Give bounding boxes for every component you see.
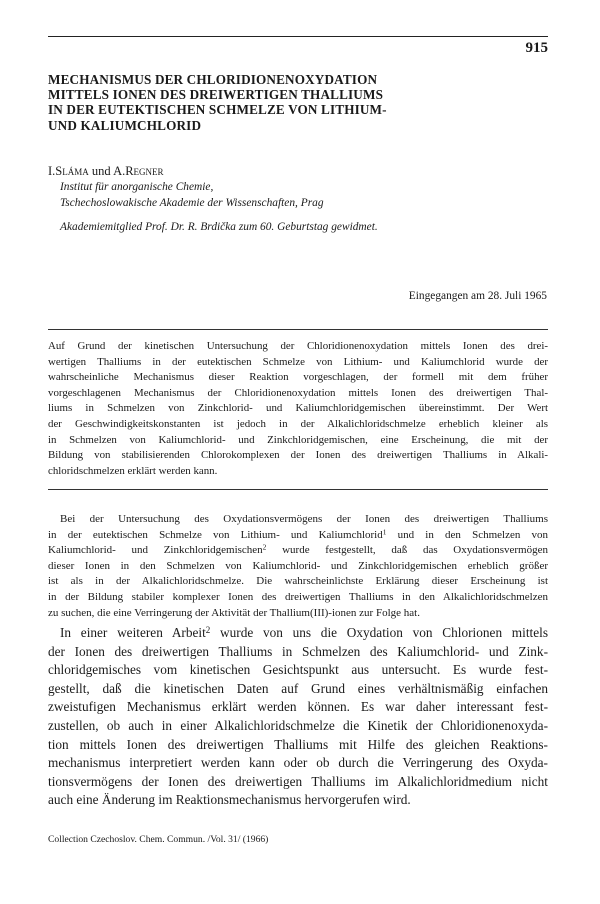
body-line: zustellen, ob auch in einer Alkalichloridschmelze die Kinetik der Chloridionenoxyda-	[48, 717, 548, 733]
author1-name: Sláma	[55, 164, 89, 178]
body-line: auch eine Änderung im Reaktionsmechanismus hervorgerufen wird.	[48, 792, 411, 808]
abstract-line: Auf Grund der kinetischen Untersuchung der Chloridionenoxydation mittels Ionen des drei-	[48, 340, 548, 352]
dedication: Akademiemitglied Prof. Dr. R. Brdička zum 60. Geburtstag gewidmet.	[60, 221, 378, 233]
intro-line: Bei der Untersuchung des Oxydationsvermögens der Ionen des dreiwertigen Thalliums	[60, 513, 548, 525]
author-connector: und	[88, 164, 114, 178]
body-line: der Ionen des dreiwertigen Thalliums in Schmelzen des Kaliumchlorid- und Zink-	[48, 643, 548, 659]
body-line: zweistufigen Mechanismus erklärt werden können. Es war daher interessant fest-	[48, 699, 548, 715]
received-date: Eingegangen am 28. Juli 1965	[408, 290, 547, 302]
body-line: gestellt, daß die kinetischen Daten auf Grund eines verhältnismäßig einfachen	[48, 680, 548, 696]
author2-initial: A.	[113, 164, 126, 178]
abstract-top-rule	[48, 329, 548, 330]
author1-initial: I.	[48, 164, 56, 178]
reference-mark: 1	[382, 527, 387, 537]
body-line: In einer weiteren Arbeit$^2$ wurde von uns die Oxydation von Chlorionen mittels	[60, 624, 548, 640]
abstract-line: vorgeschlagenen Mechanismus der Chloridionenoxydation mittels Ionen des dreiwertigen Thal-	[48, 386, 548, 399]
abstract-bottom-rule	[48, 489, 548, 490]
journal-footer: Collection Czechoslov. Chem. Commun. /Vol. 31/ (1966)	[48, 834, 269, 845]
abstract-line: in Schmelzen von Kaliumchlorid- und Zinkchloridgemischen, eine Erscheinung, die mit der	[48, 433, 548, 446]
body-line: tion mittels Ionen des dreiwertigen Thalliums mit Hilfe des gleichen Reaktions-	[48, 736, 548, 752]
intro-line: dieser Ionen in den Schmelzen von Kaliumchlorid- und Zinkchloridgemischen erheblich größer	[48, 559, 548, 572]
abstract-line: chloridschmelzen erklärt werden kann.	[48, 464, 218, 477]
body-line: mechanismus interpretiert werden kann oder ob durch die Verringerung des Oxyda-	[48, 755, 548, 771]
body-line: chloridgemisches vom kinetischen Gesichtspunkt aus untersucht. Es wurde fest-	[48, 662, 548, 678]
intro-line: in der eutektischen Schmelze von Lithium- und Kaliumchlorid$^1$ und in den Schmelzen von	[48, 527, 548, 541]
header-rule	[48, 36, 548, 37]
abstract-line: liums in Schmelzen von Zinkchlorid- und Kaliumchloridgemischen übereinstimmt. Der Wert	[48, 402, 548, 415]
intro-line: zu suchen, die eine Verringerung der Aktivität der Thallium(III)-ionen zur Folge hat.	[48, 606, 420, 619]
abstract-line: wertigen Thalliums in der eutektischen Schmelze von Lithium- und Kaliumchlorid wurde der	[48, 355, 548, 368]
affiliation-academy: Tschechoslowakische Akademie der Wissenschaften, Prag	[60, 197, 324, 209]
title-line: MECHANISMUS DER CHLORIDIONENOXYDATION	[48, 72, 378, 87]
intro-line: in der Bildung stabiler komplexer Ionen des dreiwertigen Thalliums in den Alkalichloridschmelzen	[48, 590, 548, 603]
reference-mark: 2	[205, 624, 211, 635]
article-title	[48, 72, 548, 133]
abstract-line: Bildung von stabilisierenden Chlorokomplexen der Ionen des dreiwertigen Thalliums in Alkali-	[48, 449, 548, 462]
affiliation-institute: Institut für anorganische Chemie,	[60, 181, 214, 193]
body-line: tionsvermögens der Ionen des dreiwertigen Thalliums im Alkalichloridmedium nicht	[48, 773, 548, 789]
intro-line: ist als in der Alkalichloridschmelze. Die wahrscheinlichste Erklärung dieser Erscheinung ist	[48, 575, 548, 588]
author2-name: Regner	[125, 164, 164, 178]
author-line	[48, 164, 164, 179]
abstract	[48, 339, 548, 479]
title-line: IN DER EUTEKTISCHEN SCHMELZE VON LITHIUM-	[48, 102, 387, 118]
title-line: UND KALIUMCHLORID	[48, 117, 202, 133]
title-line: MITTELS IONEN DES DREIWERTIGEN THALLIUMS	[48, 87, 384, 103]
main-paragraph	[48, 624, 548, 810]
abstract-line: wahrscheinliche Mechanismus dieser Reaktion vorgeschlagen, der formell mit dem früher	[48, 371, 548, 384]
reference-mark: 2	[262, 542, 267, 552]
intro-paragraph	[48, 512, 548, 621]
intro-line: Kaliumchlorid- und Zinkchloridgemischen$^2$ wurde festgestellt, daß das Oxydationsvermögen	[48, 542, 548, 557]
page-number: 915	[525, 40, 548, 56]
abstract-line: der Geschwindigkeitskonstanten ist jedoch in der Alkalichloridschmelze erheblich kleiner als	[48, 417, 548, 430]
